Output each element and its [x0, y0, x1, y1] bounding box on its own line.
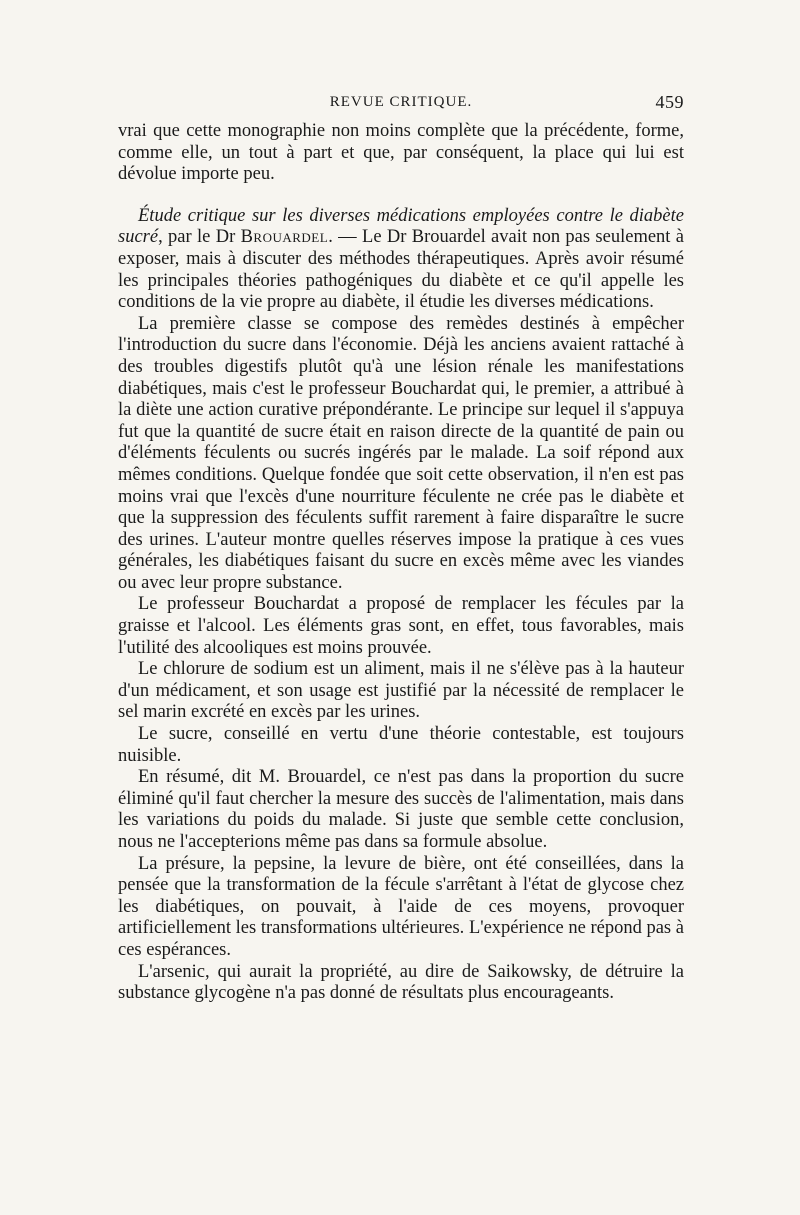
- paragraph-1: vrai que cette monographie non moins complète que la précédente, forme, comme elle, un tout à part et que, par conséquent, la place qui lui est dévolue importe peu.: [118, 121, 684, 185]
- page-number: 459: [655, 92, 684, 112]
- author-name: Brouardel: [240, 227, 329, 248]
- page-header: [118, 92, 684, 118]
- running-title: REVUE CRITIQUE.: [329, 94, 473, 110]
- paragraph-6: Le sucre, conseillé en vertu d'une théorie contestable, est toujours nuisible.: [118, 724, 684, 766]
- paragraph-7: En résumé, dit M. Brouardel, ce n'est pas dans la proportion du sucre éliminé qu'il faut chercher la mesure des succès de l'alimentation, mais dans les variations du poids du malade. Si juste que semble cette conclusion, nous ne l'accepterions même pas dans sa formule absolue.: [118, 767, 684, 852]
- paragraph-4: Le professeur Bouchardat a proposé de remplacer les fécules par la graisse et l'alcool. Les éléments gras sont, en effet, tous favorables, mais l'utilité des alcooliques est moins prouvée.: [118, 594, 684, 658]
- paragraph-2-text: . — Le Dr Brouardel avait non pas seulement à exposer, mais à discuter des méthodes thérapeutiques. Après avoir résumé les principales théories pathogéniques du diabète et ce qu'il appelle les conditions de la vie propre au diabète, il étudie les diverses médications.: [118, 227, 684, 313]
- paragraph-8: La présure, la pepsine, la levure de bière, ont été conseillées, dans la pensée que la transformation de la fécule s'arrêtant à l'état de glycose chez les diabétiques, on pouvait, à l'aide de ces moyens, provoquer artificiellement les transformations ultérieures. L'expérience ne répond pas à ces espérances.: [118, 853, 684, 960]
- paragraph-3: La première classe se compose des remèdes destinés à empêcher l'introduction du sucre dans l'économie. Déjà les anciens avaient rattaché à des troubles digestifs plutôt qu'à une lésion rénale les manifestations diabétiques, mais c'est le professeur Bouchardat qui, le premier, a attribué à la diète une action curative prépondérante. Le principe sur lequel il s'appuya fut que la quantité de sucre était en raison directe de la quantité de pain ou d'éléments féculents ou sucrés ingérés par le malade. La soif répond aux mêmes conditions. Quelque fondée que soit cette observation, il n'en est pas moins vrai que l'excès d'une nourriture féculente ne crée pas le diabète et que la suppression des féculents suffit rarement à faire disparaître le sucre des urines. L'auteur montre quelles réserves impose la pratique à ces vues générales, les diabétiques faisant du sucre en excès même avec les viandes ou avec leur propre substance.: [118, 313, 684, 593]
- byline: , par le Dr: [158, 227, 241, 248]
- work-title: Étude critique sur les diverses médications employées contre le diabète sucré: [118, 205, 684, 248]
- body-text: [118, 121, 684, 1005]
- paragraph-5: Le chlorure de sodium est un aliment, mais il ne s'élève pas à la hauteur d'un médicament, et son usage est justifié par la nécessité de remplacer le sel marin excrété en excès par les urines.: [118, 659, 684, 723]
- paragraph-2: [118, 206, 684, 314]
- paragraph-9: L'arsenic, qui aurait la propriété, au dire de Saikowsky, de détruire la substance glycogène n'a pas donné de résultats plus encourageants.: [118, 961, 684, 1004]
